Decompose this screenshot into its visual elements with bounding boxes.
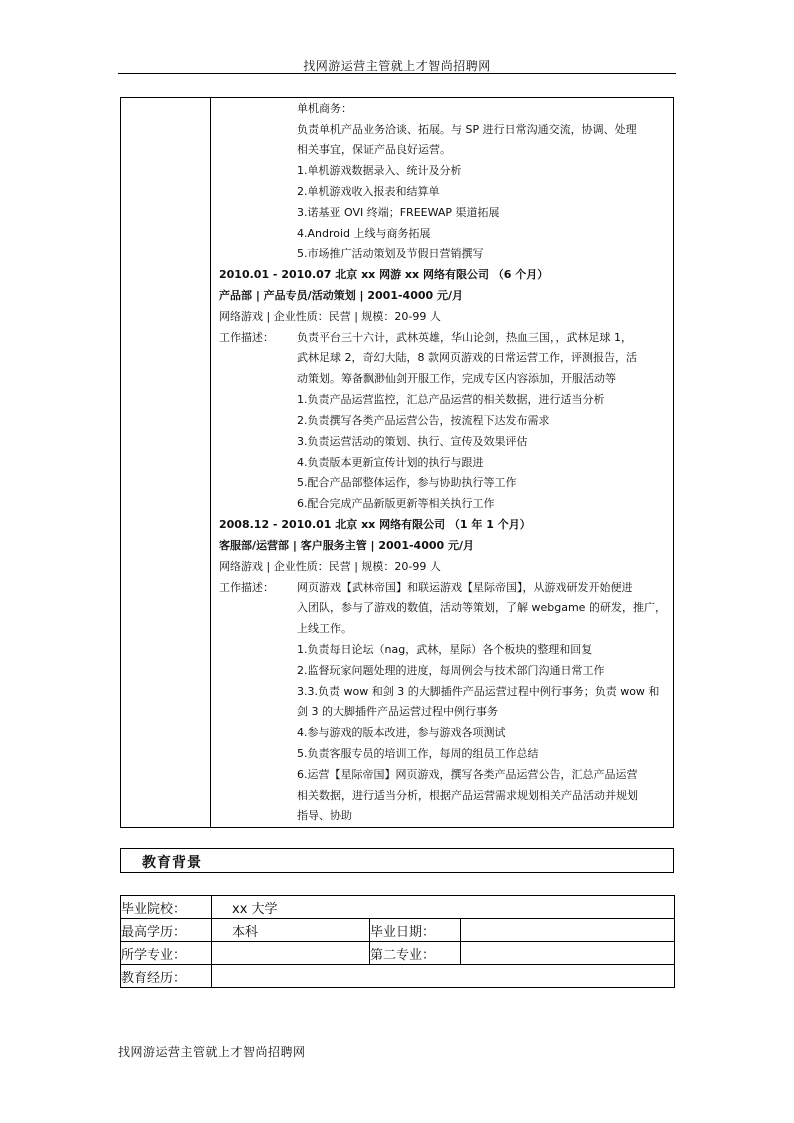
work-line: 上线工作。 — [297, 622, 352, 635]
page-footer-text: 找网游运营主管就上才智尚招聘网 — [118, 1045, 306, 1059]
work-line: 单机商务： — [297, 102, 352, 115]
work-line: 4.参与游戏的版本改进，参与游戏各项测试 — [297, 726, 506, 739]
header-rule — [118, 73, 676, 74]
education-history-value — [212, 965, 675, 988]
school-label: 毕业院校： — [121, 896, 212, 919]
work-line: 网络游戏 | 企业性质：民营 | 规模：20-99 人 — [219, 310, 441, 323]
table-row — [121, 896, 675, 919]
school-value: xx 大学 — [212, 896, 675, 919]
work-line: 负责单机产品业务洽谈、拓展。与 SP 进行日常沟通交流，协调、处理 — [297, 123, 637, 136]
grad-date-label: 毕业日期： — [370, 919, 461, 942]
work-line: 1.负责产品运营监控，汇总产品运营的相关数据，进行适当分析 — [297, 393, 605, 406]
work-line: 6.运营【星际帝国】网页游戏，撰写各类产品运营公告，汇总产品运营 — [297, 768, 638, 781]
work-line: 2008.12 - 2010.01 北京 xx 网络有限公司 （1 年 1 个月） — [219, 518, 531, 531]
degree-value: 本科 — [212, 919, 370, 942]
major-label: 所学专业： — [121, 942, 212, 965]
work-line: 武林足球 2，奇幻大陆，8 款网页游戏的日常运营工作，评测报告，活 — [297, 351, 637, 364]
grad-date-value — [461, 919, 675, 942]
work-line: 指导、协助 — [297, 809, 352, 822]
education-section-header — [120, 848, 674, 873]
work-line: 客服部/运营部 | 客户服务主管 | 2001-4000 元/月 — [219, 539, 475, 552]
work-line: 2.负责撰写各类产品运营公告，按流程下达发布需求 — [297, 414, 550, 427]
second-major-value — [461, 942, 675, 965]
work-line: 负责平台三十六计，武林英雄，华山论剑，热血三国，，武林足球 1， — [297, 331, 632, 344]
work-line: 网页游戏【武林帝国】和联运游戏【星际帝国】，从游戏研发开始便进 — [297, 581, 633, 594]
work-line: 5.市场推广活动策划及节假日营销撰写 — [297, 247, 484, 260]
work-line: 工作描述： — [219, 331, 274, 344]
work-line: 5.负责客服专员的培训工作，每周的组员工作总结 — [297, 747, 539, 760]
table-row — [121, 942, 675, 965]
work-line: 相关数据，进行适当分析，根据产品运营需求规划相关产品活动并规划 — [297, 789, 638, 802]
work-line: 3.3.负责 wow 和剑 3 的大脚插件产品运营过程中例行事务；负责 wow 和 — [297, 685, 660, 698]
work-line: 2010.01 - 2010.07 北京 xx 网游 xx 网络有限公司 （6 个月） — [219, 268, 549, 281]
work-line: 6.配合完成产品新版更新等相关执行工作 — [297, 497, 495, 510]
work-line: 2.单机游戏收入报表和结算单 — [297, 185, 440, 198]
work-line: 相关事宜，保证产品良好运营。 — [297, 143, 451, 156]
work-line: 5.配合产品部整体运作，参与协助执行等工作 — [297, 476, 517, 489]
work-line: 4.Android 上线与商务拓展 — [297, 227, 431, 240]
work-line: 剑 3 的大脚插件产品运营过程中例行事务 — [297, 705, 498, 718]
work-line: 4.负责版本更新宣传计划的执行与跟进 — [297, 456, 484, 469]
work-line: 网络游戏 | 企业性质：民营 | 规模：20-99 人 — [219, 560, 441, 573]
education-section-title: 教育背景 — [142, 855, 202, 871]
work-line: 1.单机游戏数据录入、统计及分析 — [297, 164, 462, 177]
work-line: 3.负责运营活动的策划、执行、宣传及效果评估 — [297, 435, 528, 448]
major-value — [212, 942, 370, 965]
work-line: 入团队，参与了游戏的数值，活动等策划，了解 webgame 的研发，推广， — [297, 601, 666, 614]
education-table — [120, 895, 675, 988]
work-line: 3.诺基亚 OVI 终端；FREEWAP 渠道拓展 — [297, 206, 500, 219]
degree-label: 最高学历： — [121, 919, 212, 942]
education-history-label: 教育经历： — [121, 965, 212, 988]
work-box-divider — [210, 98, 211, 827]
page-header-title: 找网游运营主管就上才智尚招聘网 — [303, 59, 491, 73]
table-row — [121, 919, 675, 942]
work-line: 1.负责每日论坛（nag，武林，星际）各个板块的整理和回复 — [297, 643, 593, 656]
table-row — [121, 965, 675, 988]
work-line: 动策划。筹备飘渺仙剑开服工作，完成专区内容添加，开服活动等 — [297, 372, 616, 385]
work-line: 工作描述： — [219, 581, 274, 594]
work-line: 产品部 | 产品专员/活动策划 | 2001-4000 元/月 — [219, 289, 464, 302]
second-major-label: 第二专业： — [370, 942, 461, 965]
work-line: 2.监督玩家问题处理的进度，每周例会与技术部门沟通日常工作 — [297, 664, 605, 677]
